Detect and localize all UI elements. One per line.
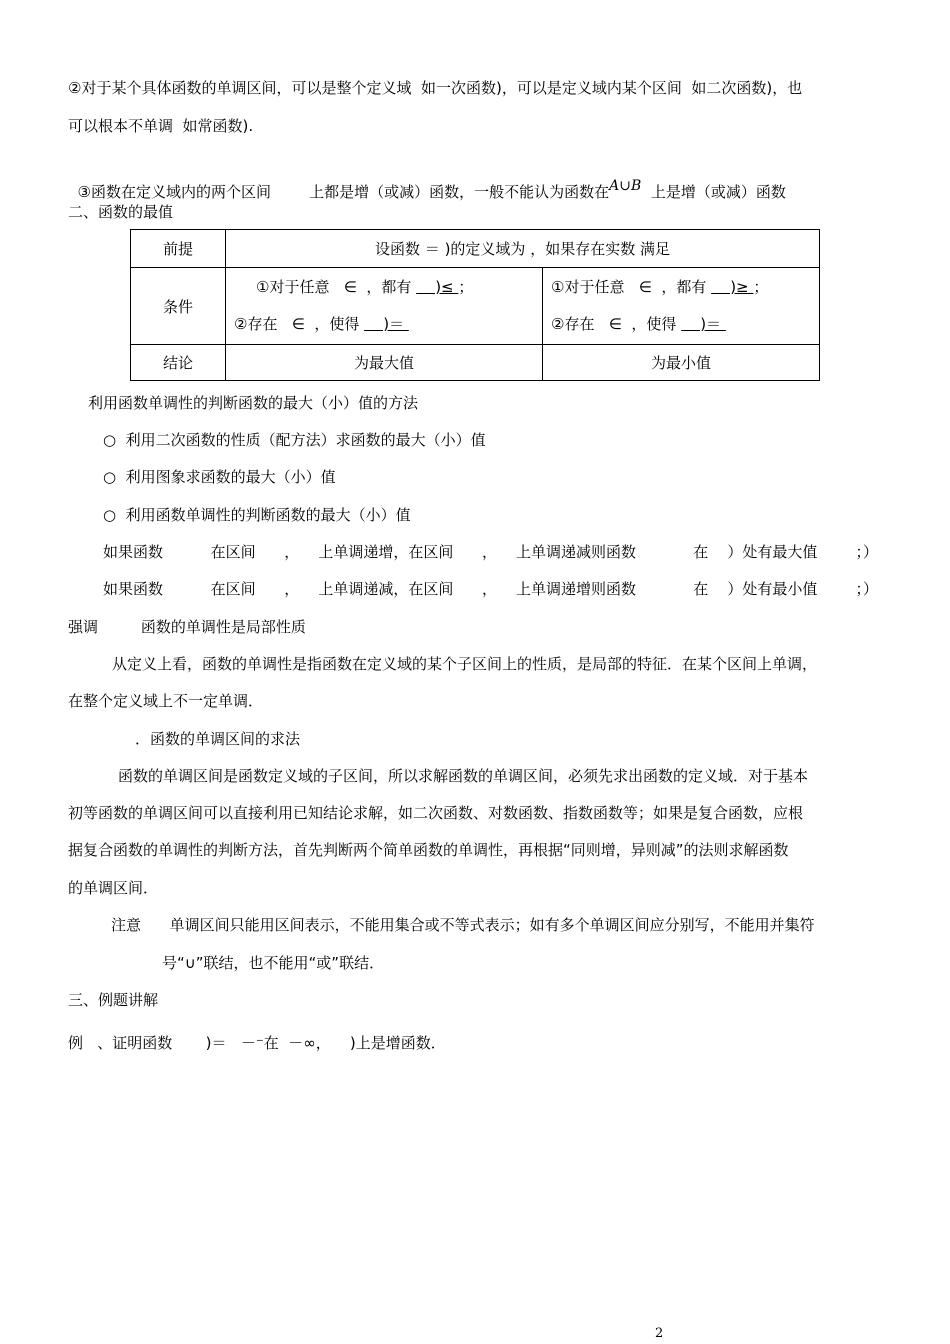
- example-line: 例 、证明函数 )＝ －⁻在 －∞， )上是增函数．: [68, 1034, 446, 1052]
- min-condition: [543, 268, 820, 345]
- text-line: 如果函数 在区间 ， 上单调递减，在区间 ， 上单调递增则函数 在 ）处有最小值 ；）: [103, 580, 878, 598]
- paragraph-line: 的单调区间．: [68, 879, 159, 897]
- text-span: ②存在 ∈ ，使得: [234, 315, 365, 333]
- text-line: 可以根本不单调 如常函数).: [68, 117, 254, 135]
- text-line: [68, 162, 786, 203]
- paragraph-line: 函数的单调区间是函数定义域的子区间，所以求解函数的单调区间，必须先求出函数的定义域．对于基本: [118, 767, 809, 785]
- extremum-table: [130, 229, 820, 381]
- paragraph-line: 初等函数的单调区间可以直接利用已知结论求解，如二次函数、对数函数、指数函数等；如果是复合函数，应根: [68, 804, 804, 822]
- text-line: 如果函数 在区间 ， 上单调递增，在区间 ， 上单调递减则函数 在 ）处有最大值 ；）: [103, 543, 878, 561]
- conclusion-max: 为最大值: [226, 345, 543, 381]
- premise-text: 设函数 ＝ )的定义域为 ，如果存在实数 满足: [226, 230, 820, 268]
- list-item: ○ 利用图象求函数的最大（小）值: [103, 468, 336, 486]
- underlined-blank: )≥: [711, 278, 754, 296]
- text-span: ③函数在定义域内的两个区间 上都是增（或减）函数，一般不能认为函数在: [77, 183, 610, 201]
- underlined-blank: )≤: [416, 278, 459, 296]
- condition-label: 条件: [131, 268, 226, 345]
- max-condition: [226, 268, 543, 345]
- text-span: ①对于任意 ∈ ，都有: [551, 278, 712, 296]
- text-line: 利用函数单调性的判断函数的最大（小）值的方法: [88, 394, 419, 412]
- section-heading: 二、函数的最值: [68, 203, 174, 221]
- text-span: ②存在 ∈ ，使得: [551, 315, 682, 333]
- paragraph-line: 据复合函数的单调性的判断方法，首先判断两个简单函数的单调性，再根据“同则增，异则减”的法则求解函数: [68, 841, 789, 859]
- page-number: 2: [655, 1326, 664, 1341]
- text-span: ；: [753, 278, 769, 296]
- list-item: ○ 利用二次函数的性质（配方法）求函数的最大（小）值: [103, 431, 486, 449]
- text-span: ；: [458, 278, 474, 296]
- list-item: ○ 利用函数单调性的判断函数的最大（小）值: [103, 506, 411, 524]
- conclusion-min: 为最小值: [543, 345, 820, 381]
- text-span: 上是增（或减）函数: [650, 183, 786, 201]
- conclusion-label: 结论: [131, 345, 226, 381]
- subheading: ．函数的单调区间的求法: [135, 730, 301, 748]
- text-line: ②对于某个具体函数的单调区间，可以是整个定义域 如一次函数)，可以是定义域内某个区间 如二次函数)，也: [68, 79, 803, 97]
- section-heading: 三、例题讲解: [68, 991, 159, 1009]
- underlined-blank: )＝: [681, 315, 726, 333]
- note-line: 注意 单调区间只能用区间表示，不能用集合或不等式表示；如有多个单调区间应分别写，不能用并集符: [111, 916, 815, 934]
- premise-label: 前提: [131, 230, 226, 268]
- text-span: ①对于任意 ∈ ，都有: [256, 278, 417, 296]
- paragraph-line: 在整个定义域上不一定单调．: [68, 692, 264, 710]
- underlined-blank: )＝: [364, 315, 409, 333]
- union-expression: A∪B: [609, 178, 642, 194]
- note-line: 号“∪”联结，也不能用“或”联结．: [162, 954, 385, 972]
- paragraph-line: 从定义上看，函数的单调性是指函数在定义域的某个子区间上的性质，是局部的特征．在某个区间上单调，: [112, 655, 818, 673]
- text-line: 强调 函数的单调性是局部性质: [68, 618, 306, 636]
